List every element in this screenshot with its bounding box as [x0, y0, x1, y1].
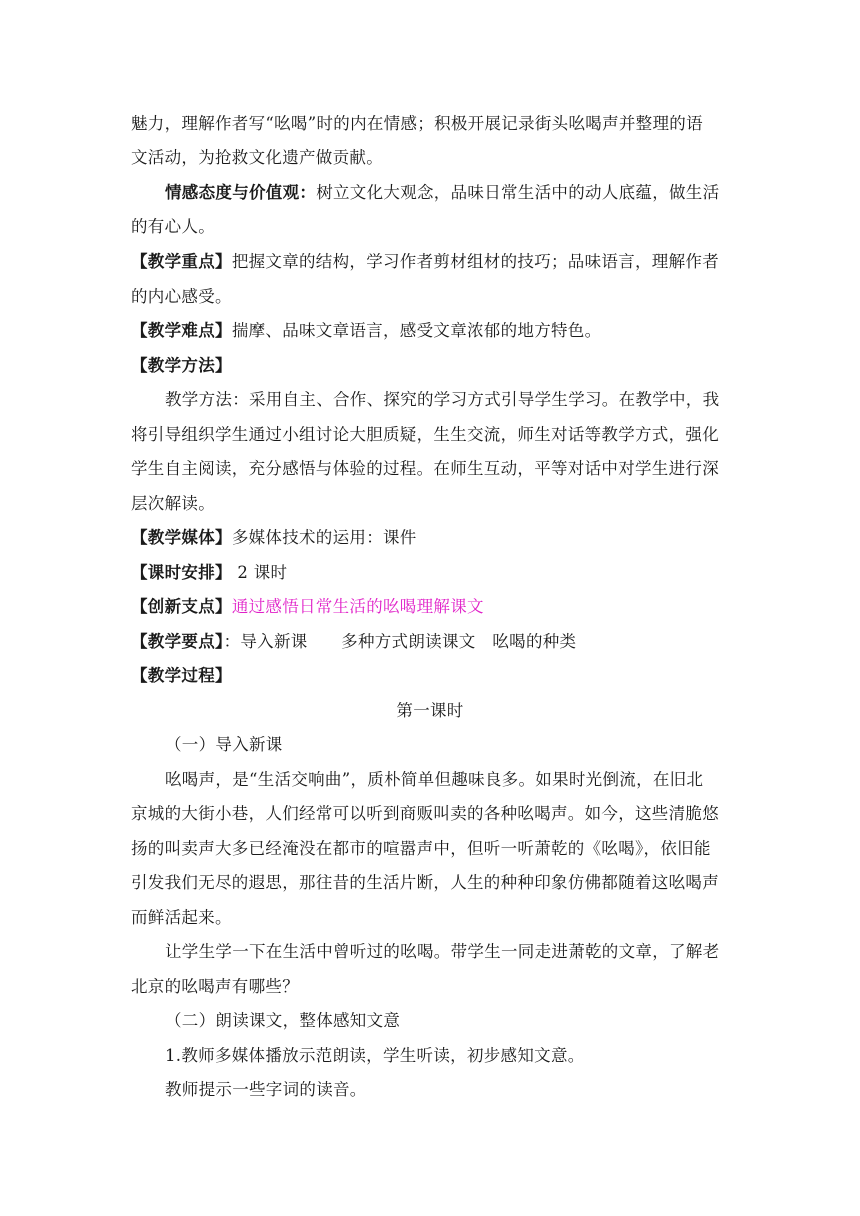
- emotion-text-1: 树立文化大观念，品味日常生活中的动人底蕴，做生活: [316, 183, 720, 202]
- schedule-text: 2 课时: [231, 563, 288, 582]
- media-text: 多媒体技术的运用：课件: [231, 528, 417, 547]
- intro-line-5: 而鲜活起来。: [131, 908, 232, 927]
- methods-line-4: 层次解读。: [131, 494, 215, 513]
- step-1: 1.教师多媒体播放示范朗读，学生听读，初步感知文意。: [165, 1046, 585, 1065]
- intro-line-3: 扬的叫卖声大多已经淹没在都市的喧嚣声中，但听一听萧乾的《吆喝》，依旧能: [131, 839, 711, 858]
- key-points-paragraph: [131, 251, 735, 273]
- main-points-text: ：导入新课 多种方式朗读课文 吆喝的种类: [223, 632, 577, 651]
- schedule-label: 【课时安排】: [131, 563, 232, 582]
- difficulties-paragraph: [131, 320, 735, 342]
- guide-line-1: 让学生学一下在生活中曾听过的吆喝。带学生一同走进萧乾的文章，了解老: [165, 942, 720, 961]
- step-1-note: 教师提示一些字词的读音。: [165, 1080, 367, 1099]
- main-points-label: 【教学要点】: [131, 632, 224, 651]
- emotion-label: 情感态度与价值观：: [165, 183, 317, 202]
- methods-line-3: 学生自主阅读，充分感悟与体验的过程。在师生互动，平等对话中对学生进行深: [131, 459, 719, 478]
- innovation-paragraph: [131, 596, 735, 618]
- methods-line-2: 将引导组织学生通过小组讨论大胆质疑，生生交流，师生对话等教学方式，强化: [131, 425, 719, 444]
- intro-line-4: 引发我们无尽的遐思，那往昔的生活片断，人生的种种印象仿佛都随着这吆喝声: [131, 873, 719, 892]
- key-points-text-1: 把握文章的结构，学习作者剪材组材的技巧；品味语言，理解作者: [231, 252, 720, 271]
- innovation-label: 【创新支点】: [131, 597, 232, 616]
- media-paragraph: [131, 527, 735, 549]
- intro-line-2: 京城的大街小巷，人们经常可以听到商贩叫卖的各种吆喝声。如今，这些清脆悠: [131, 804, 719, 823]
- schedule-paragraph: [131, 562, 735, 584]
- intro-line-1: 吆喝声，是“生活交响曲”，质朴简单但趣味良多。如果时光倒流，在旧北: [165, 770, 704, 789]
- key-points-text-2: 的内心感受。: [131, 287, 232, 306]
- process-label: 【教学过程】: [131, 666, 232, 685]
- difficulties-label: 【教学难点】: [131, 321, 232, 340]
- section-1-title: （一）导入新课: [165, 735, 283, 754]
- objectives-line-1: 魅力，理解作者写“吆喝”时的内在情感；积极开展记录街头吆喝声并整理的语: [131, 114, 703, 133]
- emotion-paragraph: [165, 182, 735, 204]
- section-2-title: （二）朗读课文，整体感知文意: [165, 1011, 401, 1030]
- main-points-paragraph: [131, 631, 735, 653]
- guide-line-2: 北京的吆喝声有哪些？: [131, 977, 299, 996]
- media-label: 【教学媒体】: [131, 528, 232, 547]
- methods-line-1: 教学方法：采用自主、合作、探究的学习方式引导学生学习。在教学中，我: [165, 390, 720, 409]
- lesson-title: 第一课时: [396, 701, 464, 720]
- innovation-text: 通过感悟日常生活的吆喝理解课文: [231, 597, 484, 616]
- key-points-label: 【教学重点】: [131, 252, 232, 271]
- emotion-text-2: 的有心人。: [131, 217, 215, 236]
- objectives-line-2: 文活动，为抢救文化遗产做贡献。: [131, 148, 383, 167]
- difficulties-text: 揣摩、品味文章语言，感受文章浓郁的地方特色。: [231, 321, 602, 340]
- methods-label: 【教学方法】: [131, 356, 232, 375]
